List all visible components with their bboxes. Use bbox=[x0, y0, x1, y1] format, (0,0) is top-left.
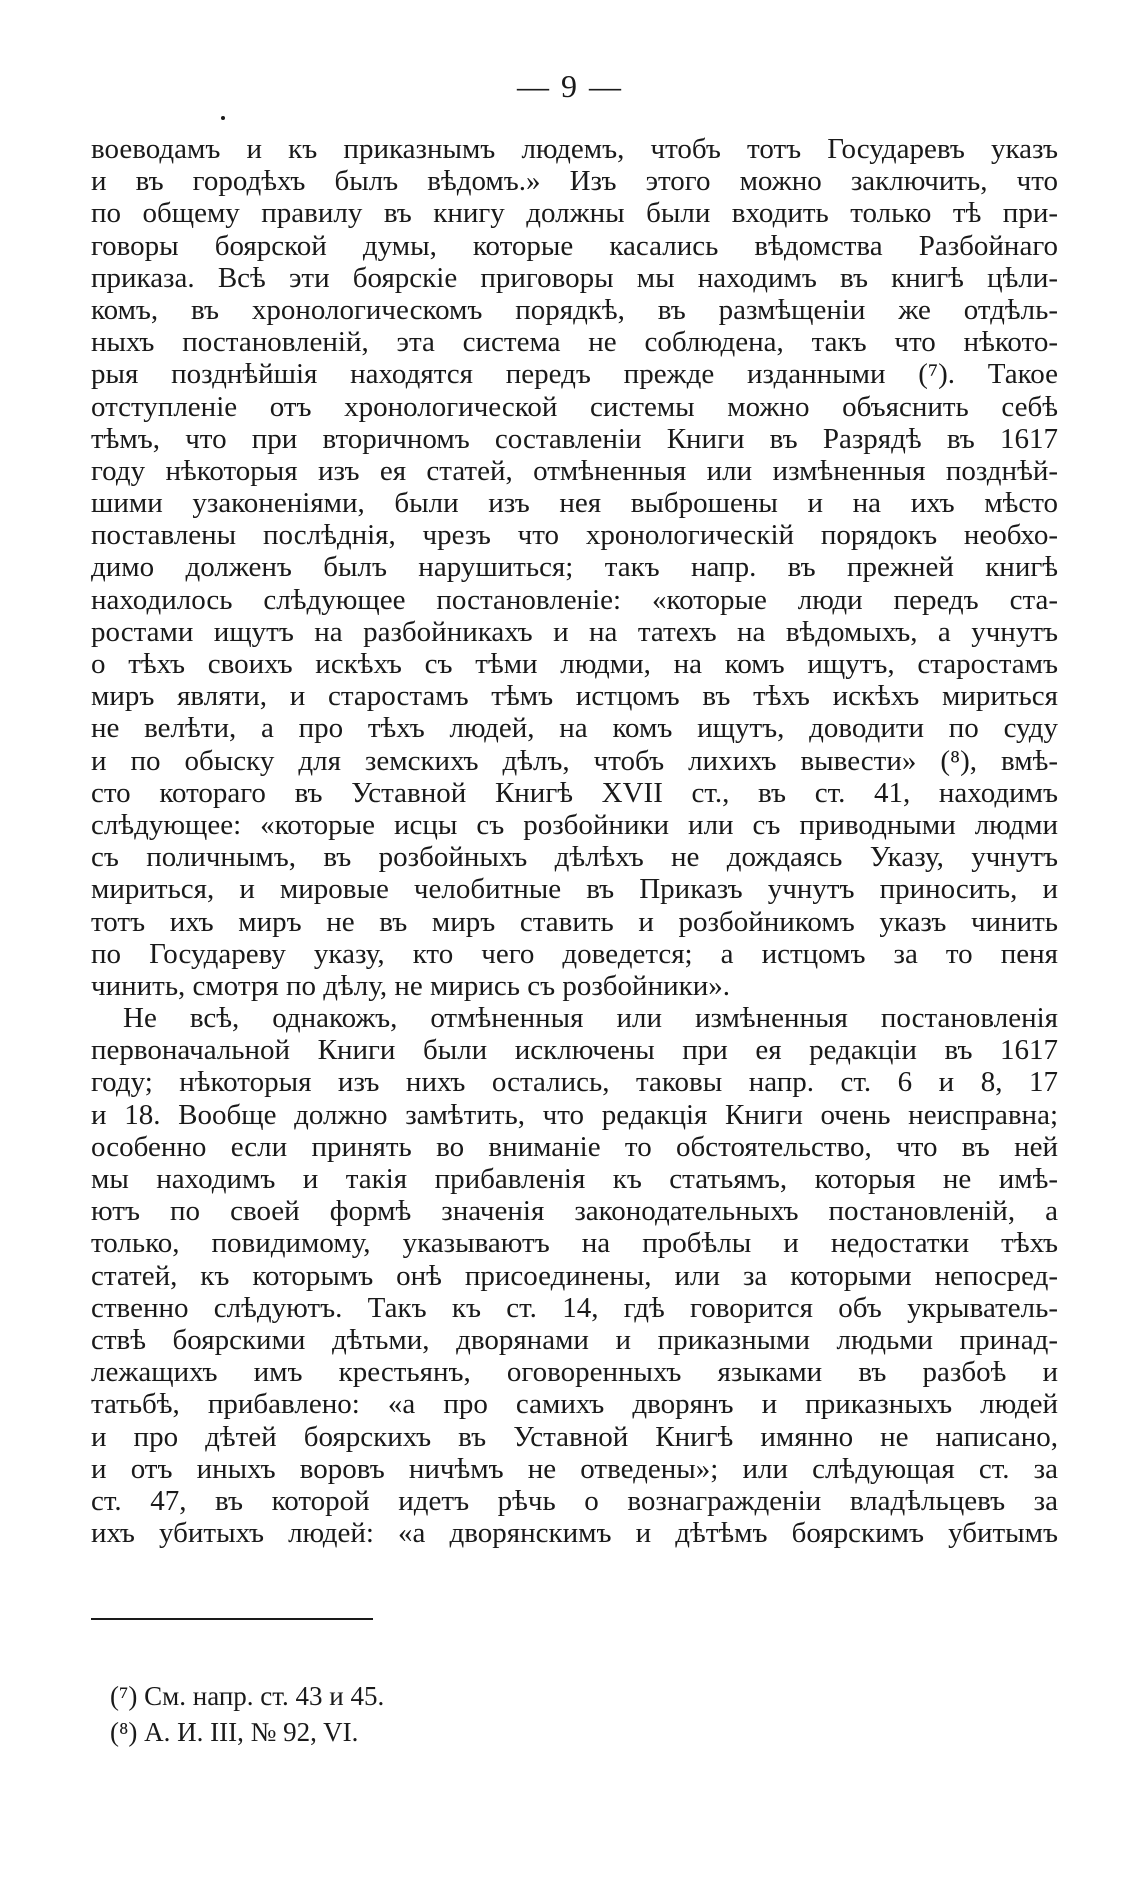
text-line: воеводамъ и къ приказнымъ людемъ, чтобъ тотъ Государевъ указъ bbox=[91, 133, 1058, 165]
text-line: и въ городѣхъ былъ вѣдомъ.» Изъ этого можно заключить, что bbox=[91, 165, 1058, 198]
text-line: ственно слѣдуютъ. Такъ къ ст. 14, гдѣ говорится объ укрыватель- bbox=[91, 1291, 1058, 1324]
text-line: мы находимъ и такія прибавленія къ статьямъ, которыя не имѣ- bbox=[91, 1163, 1058, 1195]
text-line: съ поличнымъ, въ розбойныхъ дѣлѣхъ не дождаясь Указу, учнутъ bbox=[91, 841, 1058, 874]
page-number: — 9 — bbox=[517, 68, 623, 104]
paragraph-1 bbox=[91, 133, 1058, 1002]
text-line: и 18. Вообще должно замѣтить, что редакція Книги очень неисправна; bbox=[91, 1098, 1058, 1131]
text-line: сто котораго въ Уставной Книгѣ XVII ст., въ ст. 41, находимъ bbox=[91, 776, 1058, 809]
text-line: находилось слѣдующее постановленіе: «которые люди передъ ста- bbox=[91, 583, 1058, 616]
text-line: тотъ ихъ миръ не въ миръ ставить и розбойникомъ указъ чинить bbox=[91, 905, 1058, 938]
text-line: ныхъ постановленій, эта система не соблюдена, такъ что нѣкото- bbox=[91, 326, 1058, 359]
print-speck bbox=[221, 116, 225, 120]
text-line: ст. 47, въ которой идетъ рѣчь о вознагражденіи владѣльцевъ за bbox=[91, 1484, 1058, 1517]
text-line: ютъ по своей формѣ значенія законодательныхъ постановленій, а bbox=[91, 1195, 1058, 1228]
footnotes bbox=[110, 1678, 910, 1750]
text-line: чинить, смотря по дѣлу, не мирись съ розбойники». bbox=[91, 969, 730, 1002]
text-line: Не всѣ, однакожъ, отмѣненныя или измѣненныя постановленія bbox=[123, 1002, 1058, 1035]
text-line: первоначальной Книги были исключены при ея редакціи въ 1617 bbox=[91, 1034, 1058, 1067]
text-line: по общему правилу въ книгу должны были входить только тѣ при- bbox=[91, 197, 1058, 230]
footnote-divider bbox=[91, 1618, 373, 1620]
text-line: не велѣти, а про тѣхъ людей, на комъ ищутъ, доводити по суду bbox=[91, 712, 1058, 745]
text-line: особенно если принять во вниманіе то обстоятельство, что въ ней bbox=[91, 1130, 1058, 1163]
text-line: о тѣхъ своихъ искѣхъ съ тѣми людми, на комъ ищутъ, старостамъ bbox=[91, 648, 1058, 680]
text-line: ихъ убитыхъ людей: «а дворянскимъ и дѣтѣмъ боярскимъ убитымъ bbox=[91, 1517, 1058, 1550]
text-line: тѣмъ, что при вторичномъ составленіи Книги въ Разрядѣ въ 1617 bbox=[91, 422, 1058, 455]
text-line: и отъ иныхъ воровъ ничѣмъ не отведены»; или слѣдующая ст. за bbox=[91, 1452, 1058, 1485]
text-line: и по обыску для земскихъ дѣлъ, чтобъ лихихъ вывести» (⁸), вмѣ- bbox=[91, 744, 1058, 777]
text-line: году нѣкоторыя изъ ея статей, отмѣненныя или измѣненныя позднѣй- bbox=[91, 454, 1058, 487]
text-line: году; нѣкоторыя изъ нихъ остались, таковы напр. ст. 6 и 8, 17 bbox=[91, 1066, 1058, 1099]
text-line: говоры боярской думы, которые касались вѣдомства Разбойнаго bbox=[91, 229, 1058, 262]
text-line: статей, къ которымъ онѣ присоединены, или за которыми непосред- bbox=[91, 1259, 1058, 1292]
body-text bbox=[91, 133, 1058, 1549]
text-line: шими узаконеніями, были изъ нея выброшены и на ихъ мѣсто bbox=[91, 487, 1058, 520]
text-line: слѣдующее: «которые исцы съ розбойники или съ приводными людми bbox=[91, 808, 1058, 841]
text-line: димо долженъ былъ нарушиться; такъ напр. въ прежней книгѣ bbox=[91, 551, 1058, 584]
text-line: комъ, въ хронологическомъ порядкѣ, въ размѣщеніи же отдѣль- bbox=[91, 293, 1058, 326]
text-line: ствѣ боярскими дѣтьми, дворянами и приказными людьми принад- bbox=[91, 1323, 1058, 1356]
paragraph-2 bbox=[91, 1002, 1058, 1549]
text-line: только, повидимому, указываютъ на пробѣлы и недостатки тѣхъ bbox=[91, 1227, 1058, 1260]
text-line: лежащихъ имъ крестьянъ, оговоренныхъ языками въ разбоѣ и bbox=[91, 1356, 1058, 1389]
footnote-8: (⁸) А. И. III, № 92, VI. bbox=[110, 1717, 359, 1747]
text-line: по Государеву указу, кто чего доведется; а истцомъ за то пеня bbox=[91, 937, 1058, 970]
text-line: приказа. Всѣ эти боярскіе приговоры мы находимъ въ книгѣ цѣли- bbox=[91, 261, 1058, 294]
footnote-7: (⁷) См. напр. ст. 43 и 45. bbox=[110, 1681, 385, 1711]
text-line: мириться, и мировые челобитные въ Приказъ учнутъ приносить, и bbox=[91, 873, 1058, 906]
text-line: татьбѣ, прибавлено: «а про самихъ дворянъ и приказныхъ людей bbox=[91, 1388, 1058, 1421]
text-line: ростами ищутъ на разбойникахъ и на татехъ на вѣдомыхъ, а учнутъ bbox=[91, 615, 1058, 648]
text-line: отступленіе отъ хронологической системы можно объяснить себѣ bbox=[91, 390, 1058, 423]
text-line: миръ являти, и старостамъ тѣмъ истцомъ въ тѣхъ искѣхъ мириться bbox=[91, 680, 1058, 713]
text-line: рыя позднѣйшія находятся передъ прежде изданными (⁷). Такое bbox=[91, 358, 1058, 391]
text-line: поставлены послѣднія, чрезъ что хронологическій порядокъ необхо- bbox=[91, 519, 1058, 552]
text-line: и про дѣтей боярскихъ въ Уставной Книгѣ имянно не написано, bbox=[91, 1420, 1058, 1453]
